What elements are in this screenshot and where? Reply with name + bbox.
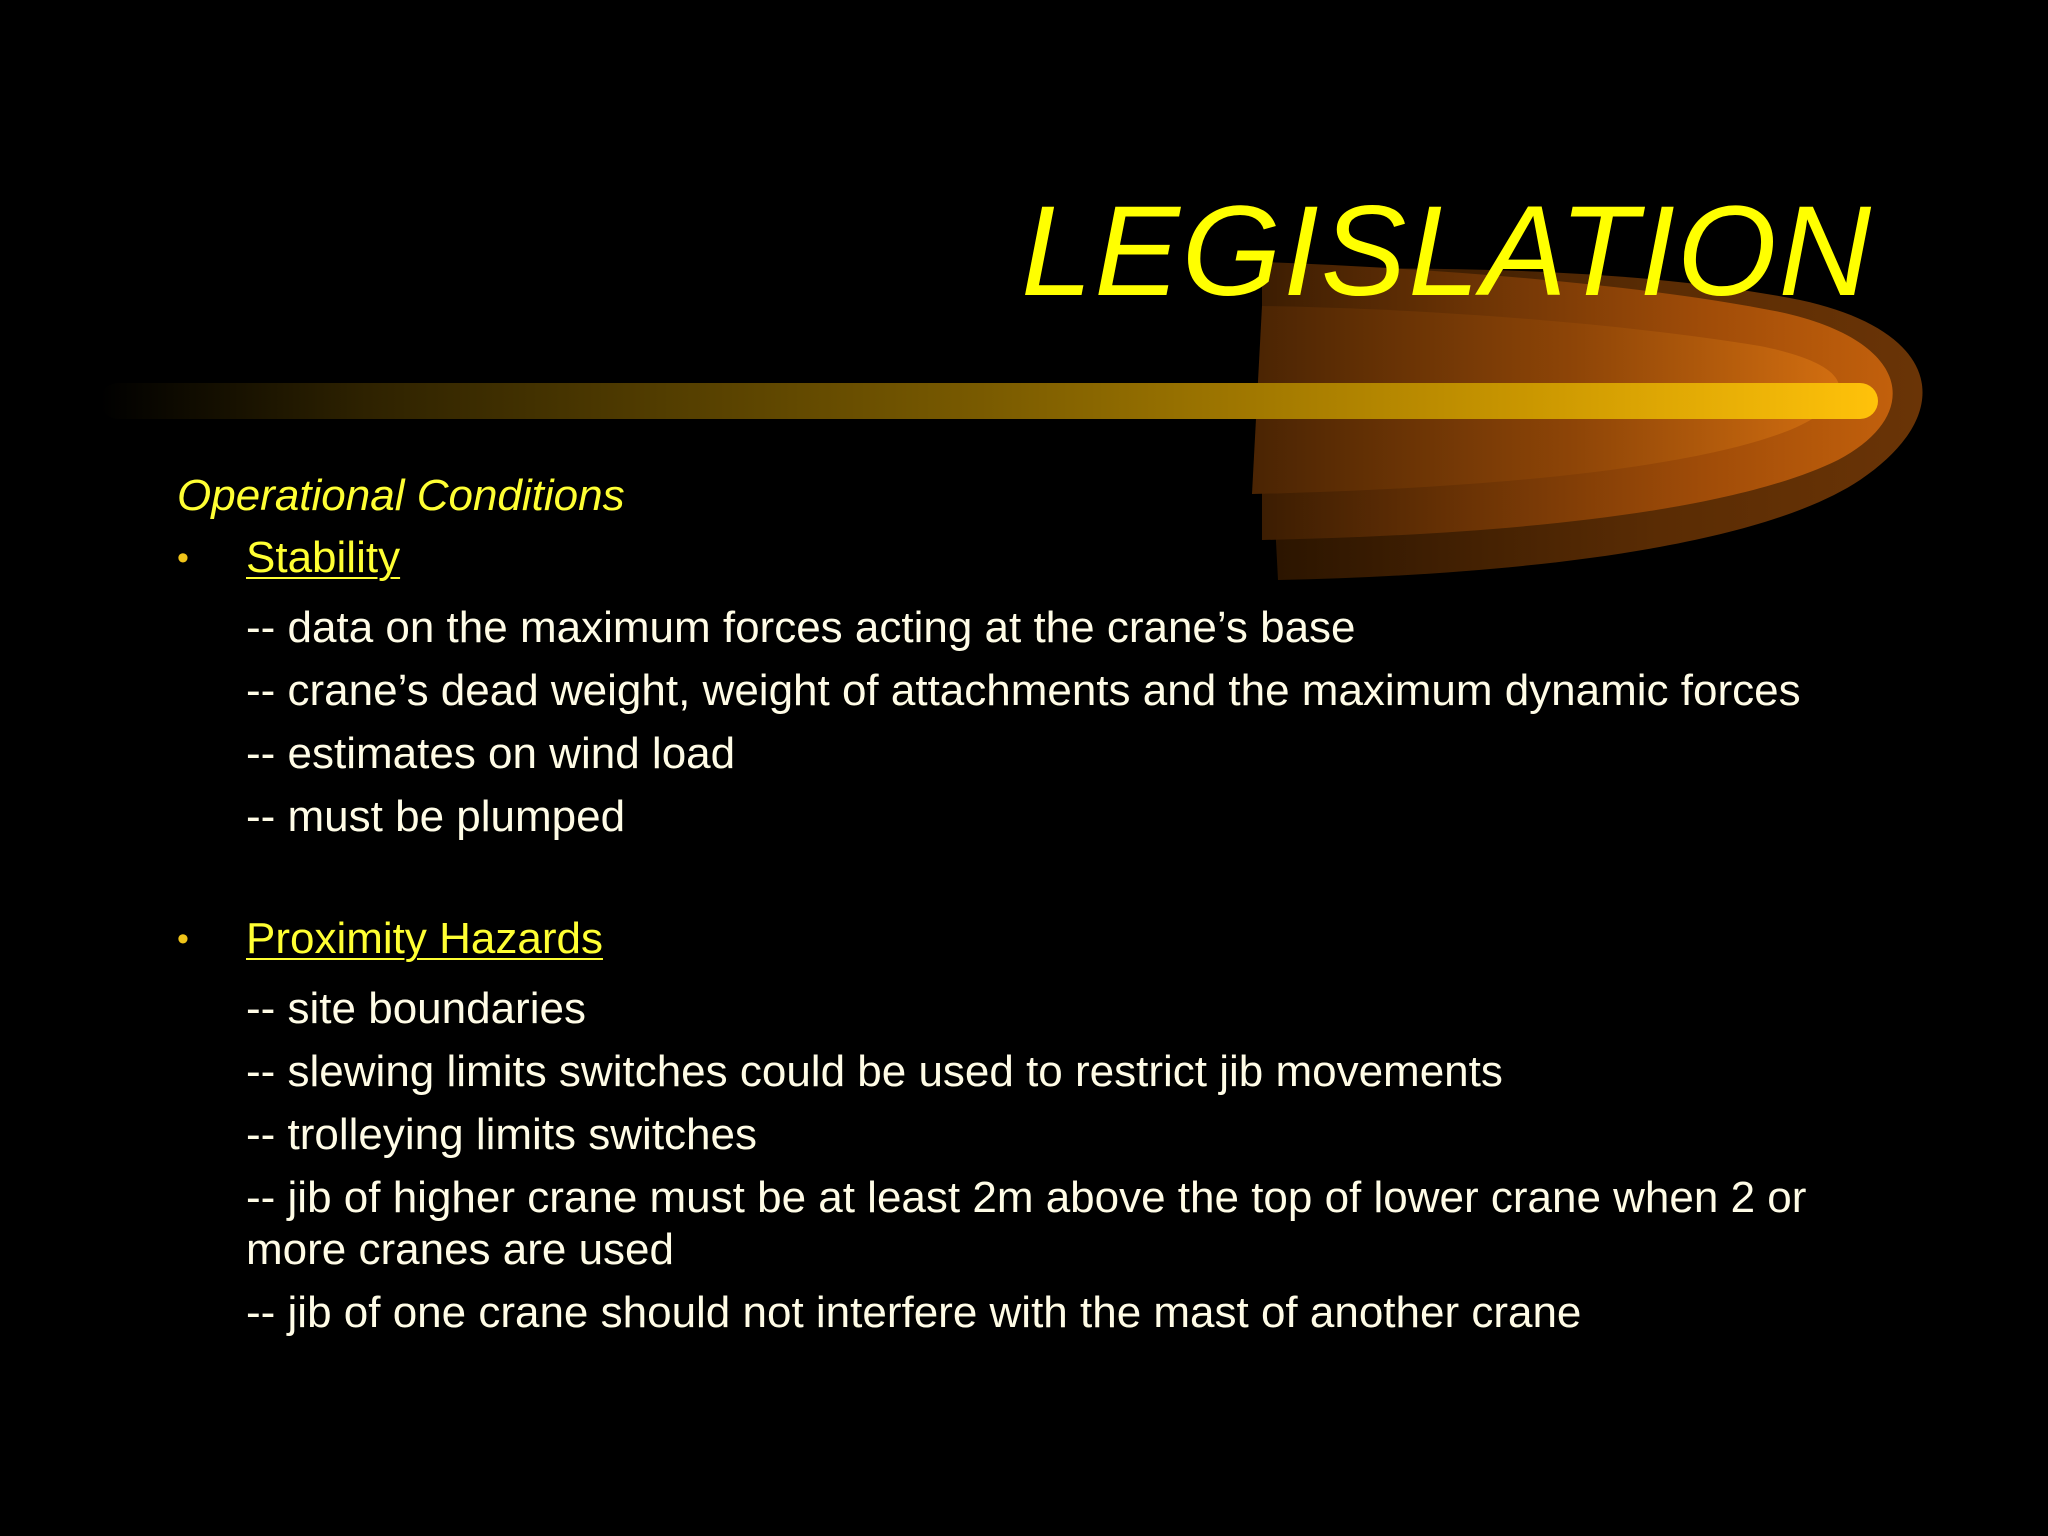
list-item: -- site boundaries: [246, 984, 586, 1033]
section-proximity-hazards: [177, 911, 1897, 1339]
section-spacer: [177, 854, 1897, 911]
list-item: -- slewing limits switches could be used to restrict jib movements: [246, 1047, 1503, 1096]
bullet-proximity-hazards: [177, 911, 1897, 977]
list-item: -- estimates on wind load: [246, 729, 736, 778]
bullet-label-proximity-hazards: Proximity Hazards: [246, 914, 603, 963]
list-item: -- crane’s dead weight, weight of attachments and the maximum dynamic forces: [246, 666, 1801, 715]
bullet-stability: [177, 530, 1897, 596]
section-stability: [177, 530, 1897, 843]
list-item: -- data on the maximum forces acting at the crane’s base: [246, 603, 1356, 652]
list-item: -- trolleying limits switches: [246, 1110, 757, 1159]
bullet-dot-icon: •: [177, 539, 189, 577]
subheading: Operational Conditions: [177, 471, 625, 520]
gold-bar: [100, 383, 1878, 419]
slide-title: LEGISLATION: [1021, 180, 1873, 323]
slide-body: [177, 468, 1897, 1350]
list-item: -- must be plumped: [246, 792, 626, 841]
list-item: -- jib of higher crane must be at least 2m above the top of lower crane when 2 or more cranes are used: [246, 1173, 1807, 1274]
bullet-dot-icon: •: [177, 920, 189, 958]
list-item: -- jib of one crane should not interfere with the mast of another crane: [246, 1288, 1582, 1337]
bullet-label-stability: Stability: [246, 533, 401, 582]
